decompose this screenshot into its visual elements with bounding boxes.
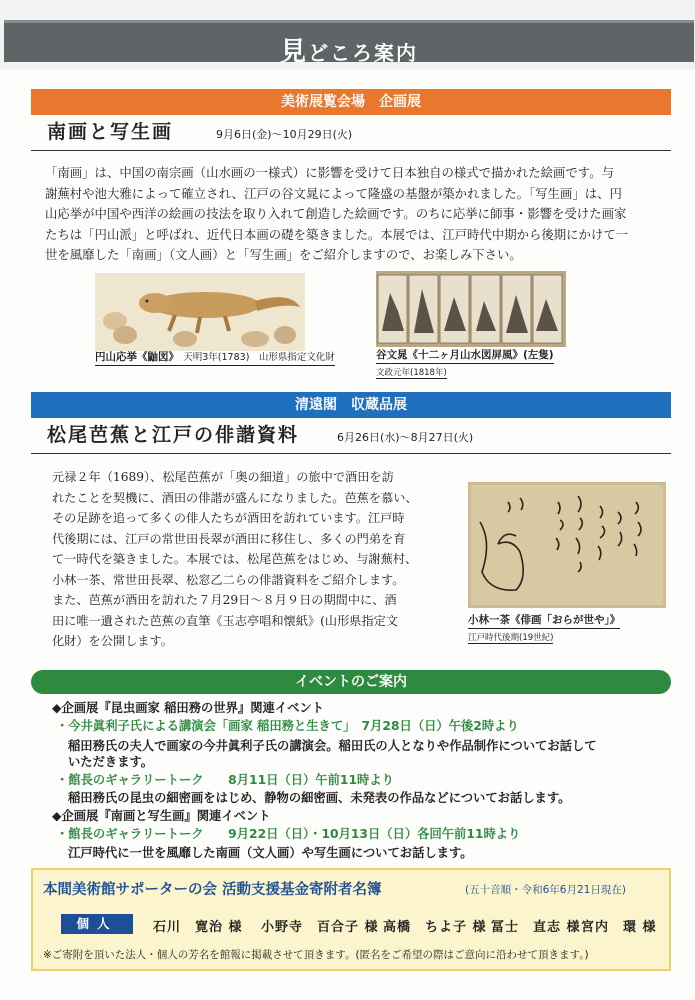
section2-line: て一時代を築きました。本展では、松尾芭蕉をはじめ、与謝蕪村、 bbox=[52, 552, 418, 566]
page-title bbox=[4, 31, 694, 68]
event-item-gallery-talk: ・館長のギャラリートーク 8月11日（日）午前11時より bbox=[56, 773, 394, 788]
haiga-caption bbox=[468, 614, 620, 629]
landscape-caption-title: 谷文晁《十二ヶ月山水図屏風》(左隻) bbox=[376, 349, 554, 361]
event-group-heading: ◆企画展『南画と写生画』関連イベント bbox=[52, 808, 271, 823]
event-group-heading: ◆企画展『昆虫画家 稲田務の世界』関連イベント bbox=[52, 701, 324, 715]
section1-line: 「南画」は、中国の南宗画（山水画の一様式）に影響を受けて日本独自の様式で描かれた絵画です。与 bbox=[45, 165, 614, 180]
supporter-box bbox=[31, 868, 671, 971]
event-item-gallery-talk: ・館長のギャラリートーク 9月22日（日）・10月13日（日）各回午前11時より bbox=[56, 827, 521, 842]
landscape-caption-meta: 文政元年(1818年) bbox=[376, 368, 447, 378]
landscape-screen-image bbox=[376, 271, 566, 347]
section2-line: 代後期には、江戸の常世田長翠が酒田に移住し、多くの門弟を育 bbox=[52, 531, 406, 546]
event-description: 稲田務氏の夫人で画家の今井眞利子氏の講演会。稲田氏の人となりや作品制作についてお話して bbox=[68, 738, 597, 753]
haiga-image bbox=[468, 482, 666, 608]
weasel-painting-image bbox=[95, 273, 305, 351]
section1-line: 山応挙が中国や西洋の絵画の技法を取り入れて創造した絵画です。のちに応挙に師事・影響を受けた画家 bbox=[45, 206, 627, 221]
section2-title: 松尾芭蕉と江戸の俳諧資料 bbox=[47, 424, 300, 446]
section2-heading bbox=[31, 420, 671, 454]
section1-title: 南画と写生画 bbox=[47, 121, 174, 143]
section1-line: 世を風靡した「南画」（文人画）と「写生画」をご紹介しますので、お楽しみ下さい。 bbox=[45, 247, 522, 262]
donor-name: 冨士 直志 様 bbox=[491, 920, 581, 935]
events-band: イベントのご案内 bbox=[31, 670, 671, 694]
supporter-footnote: ※ご寄附を頂いた法人・個人の芳名を館報に掲載させて頂きます。(匿名をご希望の際はご意向に沿わせて頂きます。) bbox=[43, 949, 589, 961]
supporter-note: (五十音順・令和6年6月21日現在) bbox=[465, 884, 626, 896]
section1-line: 謝蕪村や池大雅によって確立され、江戸の谷文晁によって隆盛の基盤が築かれました。「写生画」は、円 bbox=[45, 185, 622, 201]
weasel-caption-title: 円山応挙《鼬図》 bbox=[95, 351, 174, 363]
section1-date: 9月6日(金)～10月29日(火) bbox=[216, 128, 353, 141]
section2-line: その足跡を追って多くの俳人たちが酒田を訪れています。江戸時 bbox=[52, 511, 405, 525]
event-item-lecture: ・今井眞利子氏による講演会「画家 稲田務と生きて」 7月28日（日）午後2時より bbox=[56, 719, 519, 734]
landscape-caption bbox=[376, 349, 554, 364]
section2-band: 清遠閣 収蔵品展 bbox=[31, 392, 671, 418]
section1-body bbox=[45, 163, 665, 266]
section1-line: たちは「円山派」と呼ばれ、近代日本画の礎を築きました。本展では、江戸時代中期から後期にかけて一 bbox=[45, 226, 629, 242]
donor-name: 小野寺 百合子 様 bbox=[261, 920, 379, 935]
event-description: 江戸時代に一世を風靡した南画（文人画）や写生画についてお話します。 bbox=[68, 846, 473, 861]
event-description: 稲田務氏の昆虫の細密画をはじめ、静物の細密画、未発表の作品などについてお話します。 bbox=[68, 791, 571, 806]
section2-date: 6月26日(水)～8月27日(火) bbox=[337, 431, 474, 444]
section2-line: 小林一茶、常世田長翠、松窓乙二らの俳諧資料をご紹介します。 bbox=[52, 572, 405, 587]
haiga-caption-title: 小林一茶《俳画「おらが世や」》 bbox=[468, 614, 621, 626]
section1-heading bbox=[31, 117, 671, 151]
donor-name: 宮内 環 様 bbox=[581, 920, 657, 935]
individual-label: 個人 bbox=[61, 914, 133, 934]
donor-name: 石川 寛治 様 bbox=[153, 920, 243, 935]
header-bar bbox=[4, 20, 694, 67]
section2-line: また、芭蕉が酒田を訪れた７月29日～８月９日の期間中に、酒 bbox=[52, 593, 397, 607]
section2-line: 元禄２年（1689）、松尾芭蕉が「奥の細道」の旅中で酒田を訪 bbox=[52, 470, 394, 484]
donor-name: 高橋 ちよ子 様 bbox=[383, 920, 487, 935]
section2-line: 化財）を公開します。 bbox=[52, 634, 173, 648]
events-list bbox=[52, 700, 672, 862]
page-title-rest: どころ案内 bbox=[308, 41, 418, 65]
supporter-title: 本間美術館サポーターの会 活動支援基金寄附者名簿 bbox=[43, 882, 382, 898]
page-title-big: 見 bbox=[279, 37, 308, 67]
section2-line: れたことを契機に、酒田の俳諧が盛んになりました。芭蕉を慕い、 bbox=[52, 490, 418, 505]
section2-body bbox=[52, 467, 452, 652]
event-description: いただきます。 bbox=[68, 754, 154, 769]
weasel-caption bbox=[95, 351, 335, 366]
haiga-caption-meta: 江戸時代後期(19世紀) bbox=[468, 633, 554, 643]
weasel-caption-meta: 天明3年(1783) 山形県指定文化財 bbox=[183, 352, 335, 363]
page-header bbox=[0, 0, 695, 70]
section1-band: 美術展覧会場 企画展 bbox=[31, 89, 671, 115]
section2-line: 田に唯一遺された芭蕉の直筆《玉志亭唱和懐紙》(山形県指定文 bbox=[52, 613, 399, 628]
